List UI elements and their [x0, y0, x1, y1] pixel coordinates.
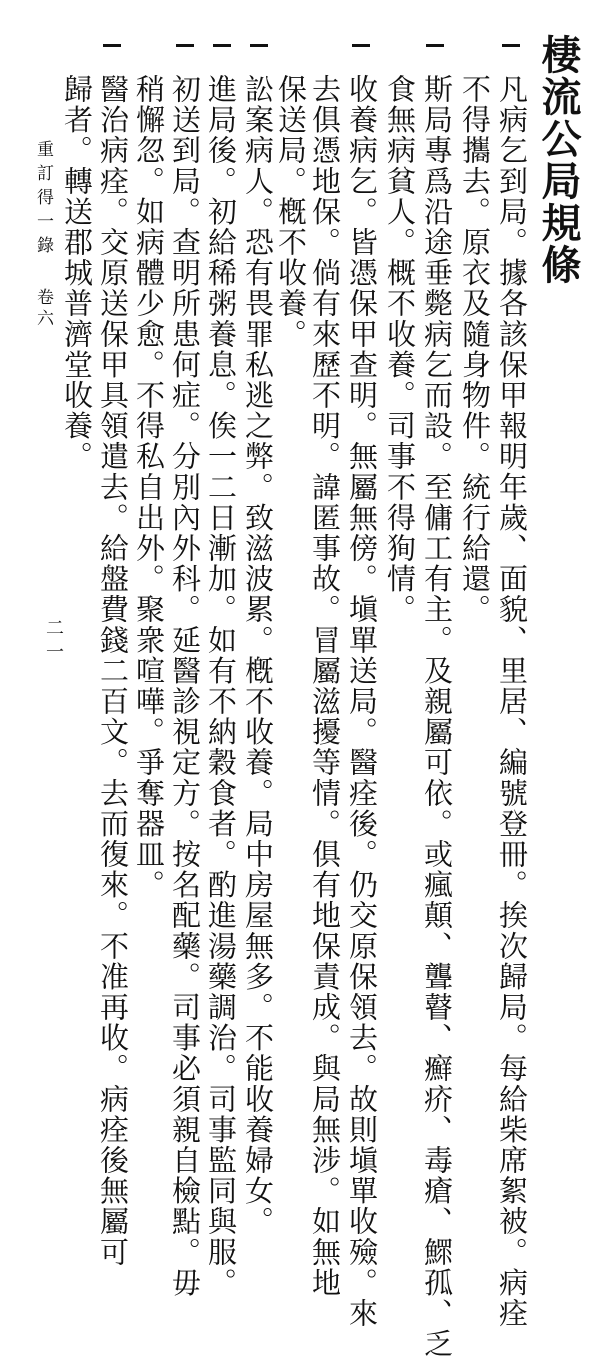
- text-column-1: 凡病乞到局。據各該保甲報明年歲、面貌、里居、編號登冊。挨次歸局。每給柴席絮被。病痊: [495, 74, 529, 1329]
- text-column-2: 不得攜去。原衣及隨身物件。統行給還。: [458, 74, 492, 625]
- page-number: 二一: [43, 618, 64, 666]
- text-column-11: 稍懈忽。如病體少愈。不得私自出外。聚衆喧嘩。爭奪器皿。: [132, 74, 166, 901]
- text-column-8: 訟案病人。恐有畏罪私逃之弊。致滋波累。槪不收養。局中房屋無多。不能收養婦女。: [241, 74, 275, 1237]
- text-column-4: 食無病貧人。概不收養。司事不得狥情。: [383, 74, 417, 625]
- item-marker-2: [426, 44, 444, 47]
- document-title: 棲流公局規條: [535, 34, 582, 286]
- text-column-3: 斯局專爲沿途垂斃病乞而設。至傭工有主。及親屬可依。或瘋顛、聾瞽、癬疥、毒瘡、鰥孤、乏: [420, 74, 454, 1359]
- item-marker-6: [176, 44, 194, 47]
- item-marker-3: [352, 44, 370, 47]
- text-column-7: 保送局。槪不收養。: [274, 74, 308, 350]
- text-column-12: 醫治病痊。交原送保甲具領遣去。給盤費錢二百文。去而復來。不准再收。病痊後無屬可: [96, 74, 130, 1268]
- item-marker-5: [213, 44, 231, 47]
- text-column-13: 歸者。轉送郡城普濟堂收養。: [60, 74, 94, 472]
- item-marker-4: [250, 44, 268, 47]
- item-marker-1: [502, 44, 520, 47]
- text-column-10: 初送到局。查明所患何症。分別內外科。延醫診視定方。按名配藥。司事必須親自檢點。毋: [168, 74, 202, 1298]
- text-column-6: 去俱憑地保。倘有來歷不明。諱匿事故。冒屬滋擾等情。俱有地保責成。與局無涉。如無地: [308, 74, 342, 1298]
- text-column-5: 收養病乞。皆憑保甲查明。無屬無傍。塡單送局。醫痊後。仍交原保領去。故則塡單收殮。來: [345, 74, 379, 1329]
- volume-label: 卷六: [33, 288, 53, 330]
- book-title: 重訂得一錄: [33, 140, 53, 260]
- text-column-9: 進局後。初給稀粥養息。俟一二日漸加。如有不納穀食者。酌進湯藥調治。司事監同與服。: [204, 74, 238, 1298]
- item-marker-7: [103, 44, 121, 47]
